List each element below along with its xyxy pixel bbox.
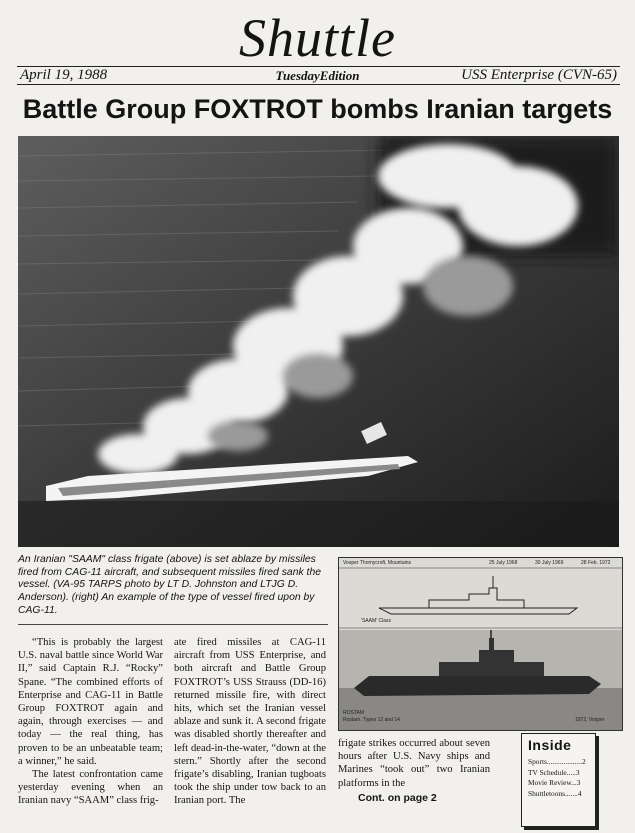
photo-label-date-2: 30 July 1969 [535, 560, 564, 566]
masthead-rule-bottom [17, 84, 620, 85]
example-frigate-photo [338, 557, 623, 731]
inside-item-shuttletoons: Shuttletoons.......4 [528, 788, 582, 798]
article-paragraph: The latest confrontation came yesterday evening when an Iranian navy “SAAM” class frig- [18, 769, 163, 807]
photo-label-source: Vosper Thornycroft, Mountains [343, 560, 411, 566]
article-column-1 [18, 636, 163, 808]
inside-list [528, 757, 592, 799]
photo-caption: An Iranian "SAAM" class frigate (above) is set ablaze by missiles fired from CAG-11 aircraft, and subsequent missiles fired sank the vessel. (VA-95 TARPS photo by LT D. Johnston and LTJG D. Anderson). (right) An example of the type of vessel fired upon by CAG-11. [18, 554, 321, 616]
photo-label-date-3: 28 Feb. 1972 [581, 560, 611, 566]
inside-item-tv-schedule: TV Schedule.....3 [528, 767, 580, 777]
continued-on-page: Cont. on page 2 [358, 792, 437, 804]
photo-label-types: Rostam. Types 12 and 14 [343, 717, 400, 723]
inside-item-movie-review: Movie Review...3 [528, 778, 581, 788]
article-paragraph: frigate strikes occurred about seven hours after U.S. Navy ships and Marines “took out” two Iranian platforms in the [338, 738, 490, 789]
inside-title: Inside [528, 737, 572, 753]
masthead-title: Shuttle [239, 8, 396, 68]
publication-name: USS Enterprise (CVN-65) [461, 67, 617, 83]
issue-date: April 19, 1988 [20, 67, 108, 83]
main-photo-burning-frigate [18, 136, 619, 547]
column-rule [18, 624, 328, 625]
inside-box [521, 733, 596, 827]
article-paragraph: “This is probably the largest U.S. naval battle since World War II,” said Captain R.J. “Rocky” Spane. “The combined efforts of Enterprise and CAG-11 in Battle Group FOXTROT again and again, through exercises — and today — the real thing, has proven to be an unbeatable team; a winner,” he said. [18, 637, 163, 767]
photo-label-ship-name: ROSTAM [343, 710, 365, 716]
article-column-3 [338, 737, 490, 790]
inside-item-sports: Sports...................2 [528, 757, 586, 766]
photo-label-credit: 1972, Vosper [575, 717, 605, 723]
photo-label-class: 'SAAM' Class [361, 618, 391, 624]
article-column-2 [174, 636, 326, 808]
headline: Battle Group FOXTROT bombs Iranian targets [22, 94, 613, 124]
photo-label-date-1: 25 July 1968 [489, 560, 518, 566]
edition-label: TuesdayEdition [275, 68, 360, 83]
article-paragraph: ate fired missiles at CAG-11 aircraft from USS Enterprise, and both aircraft and Battle Group FOXTROT’s USS Strauss (DD-16) returned missile fire, with direct hits, which set the Iranian vessel ablaze and sunk it. A second frigate was disabled shortly thereafter and left dead-in-the-water, “down at the stern.” Shortly after the second frigate’s disabling, Iranian tugboats took the ship under tow back to an Iranian port. The [174, 637, 326, 807]
